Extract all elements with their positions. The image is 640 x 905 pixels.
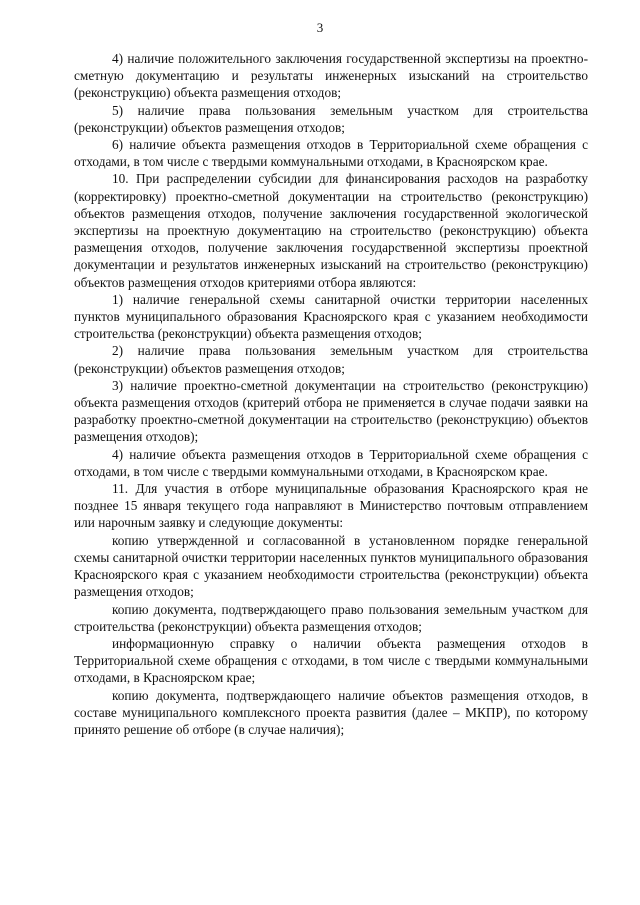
paragraph: копию утвержденной и согласованной в установленном порядке генеральной схемы санитарной очистки территории населенных пунктов муниципального образования Красноярского края с указанием необходимости строительства (реконструкции) объекта размещения отходов; — [74, 532, 588, 600]
paragraph: 10. При распределении субсидии для финансирования расходов на разработку (корректировку) проектно-сметной документации на строительство (реконструкцию) объектов размещения отходов, получение заключения государственной экологической экспертизы на проектную документацию на строительство (реконструкцию) объекта размещения отходов, получение заключения государственной экспертизы проектной документации и результатов инженерных изысканий на строительство (реконструкцию) объектов размещения отходов критериями отбора являются: — [74, 171, 588, 290]
paragraph: 1) наличие генеральной схемы санитарной очистки территории населенных пунктов муниципального образования Красноярского края с указанием необходимости строительства (реконструкции) объекта размещения отходов; — [74, 291, 588, 342]
paragraph: копию документа, подтверждающего право пользования земельным участком для строительства (реконструкции) объекта размещения отходов; — [74, 601, 588, 634]
paragraph: 2) наличие права пользования земельным участком для строительства (реконструкции) объектов размещения отходов; — [74, 343, 588, 376]
paragraph: информационную справку о наличии объекта размещения отходов в Территориальной схеме обращения с отходами, в том числе с твердыми коммунальными отходами, в Красноярском крае; — [74, 635, 588, 686]
paragraph: 4) наличие объекта размещения отходов в Территориальной схеме обращения с отходами, в том числе с твердыми коммунальными отходами, в Красноярском крае. — [74, 446, 588, 479]
paragraph: 4) наличие положительного заключения государственной экспертизы на проектно-сметную документацию и результаты инженерных изысканий на строительство (реконструкцию) объекта размещения отходов; — [74, 51, 588, 101]
paragraph: 6) наличие объекта размещения отходов в Территориальной схеме обращения с отходами, в том числе с твердыми коммунальными отходами, в Красноярском крае. — [74, 137, 588, 170]
paragraph: 3) наличие проектно-сметной документации на строительство (реконструкцию) объекта размещения отходов (критерий отбора не применяется в случае подачи заявки на разработку проектно-сметной документации на строительство (реконструкцию) объектов размещения отходов); — [74, 377, 588, 445]
document-body — [74, 50, 588, 738]
paragraph: 5) наличие права пользования земельным участком для строительства (реконструкции) объектов размещения отходов; — [74, 102, 588, 135]
paragraph: 11. Для участия в отборе муниципальные образования Красноярского края не позднее 15 января текущего года направляют в Министерство почтовым отправлением или нарочным заявку и следующие документы: — [74, 481, 588, 531]
page-number: 3 — [316, 20, 324, 35]
paragraph: копию документа, подтверждающего наличие объектов размещения отходов, в составе муниципального комплексного проекта развития (далее – МКПР), по которому принято решение об отборе (в случае наличия); — [74, 687, 588, 737]
